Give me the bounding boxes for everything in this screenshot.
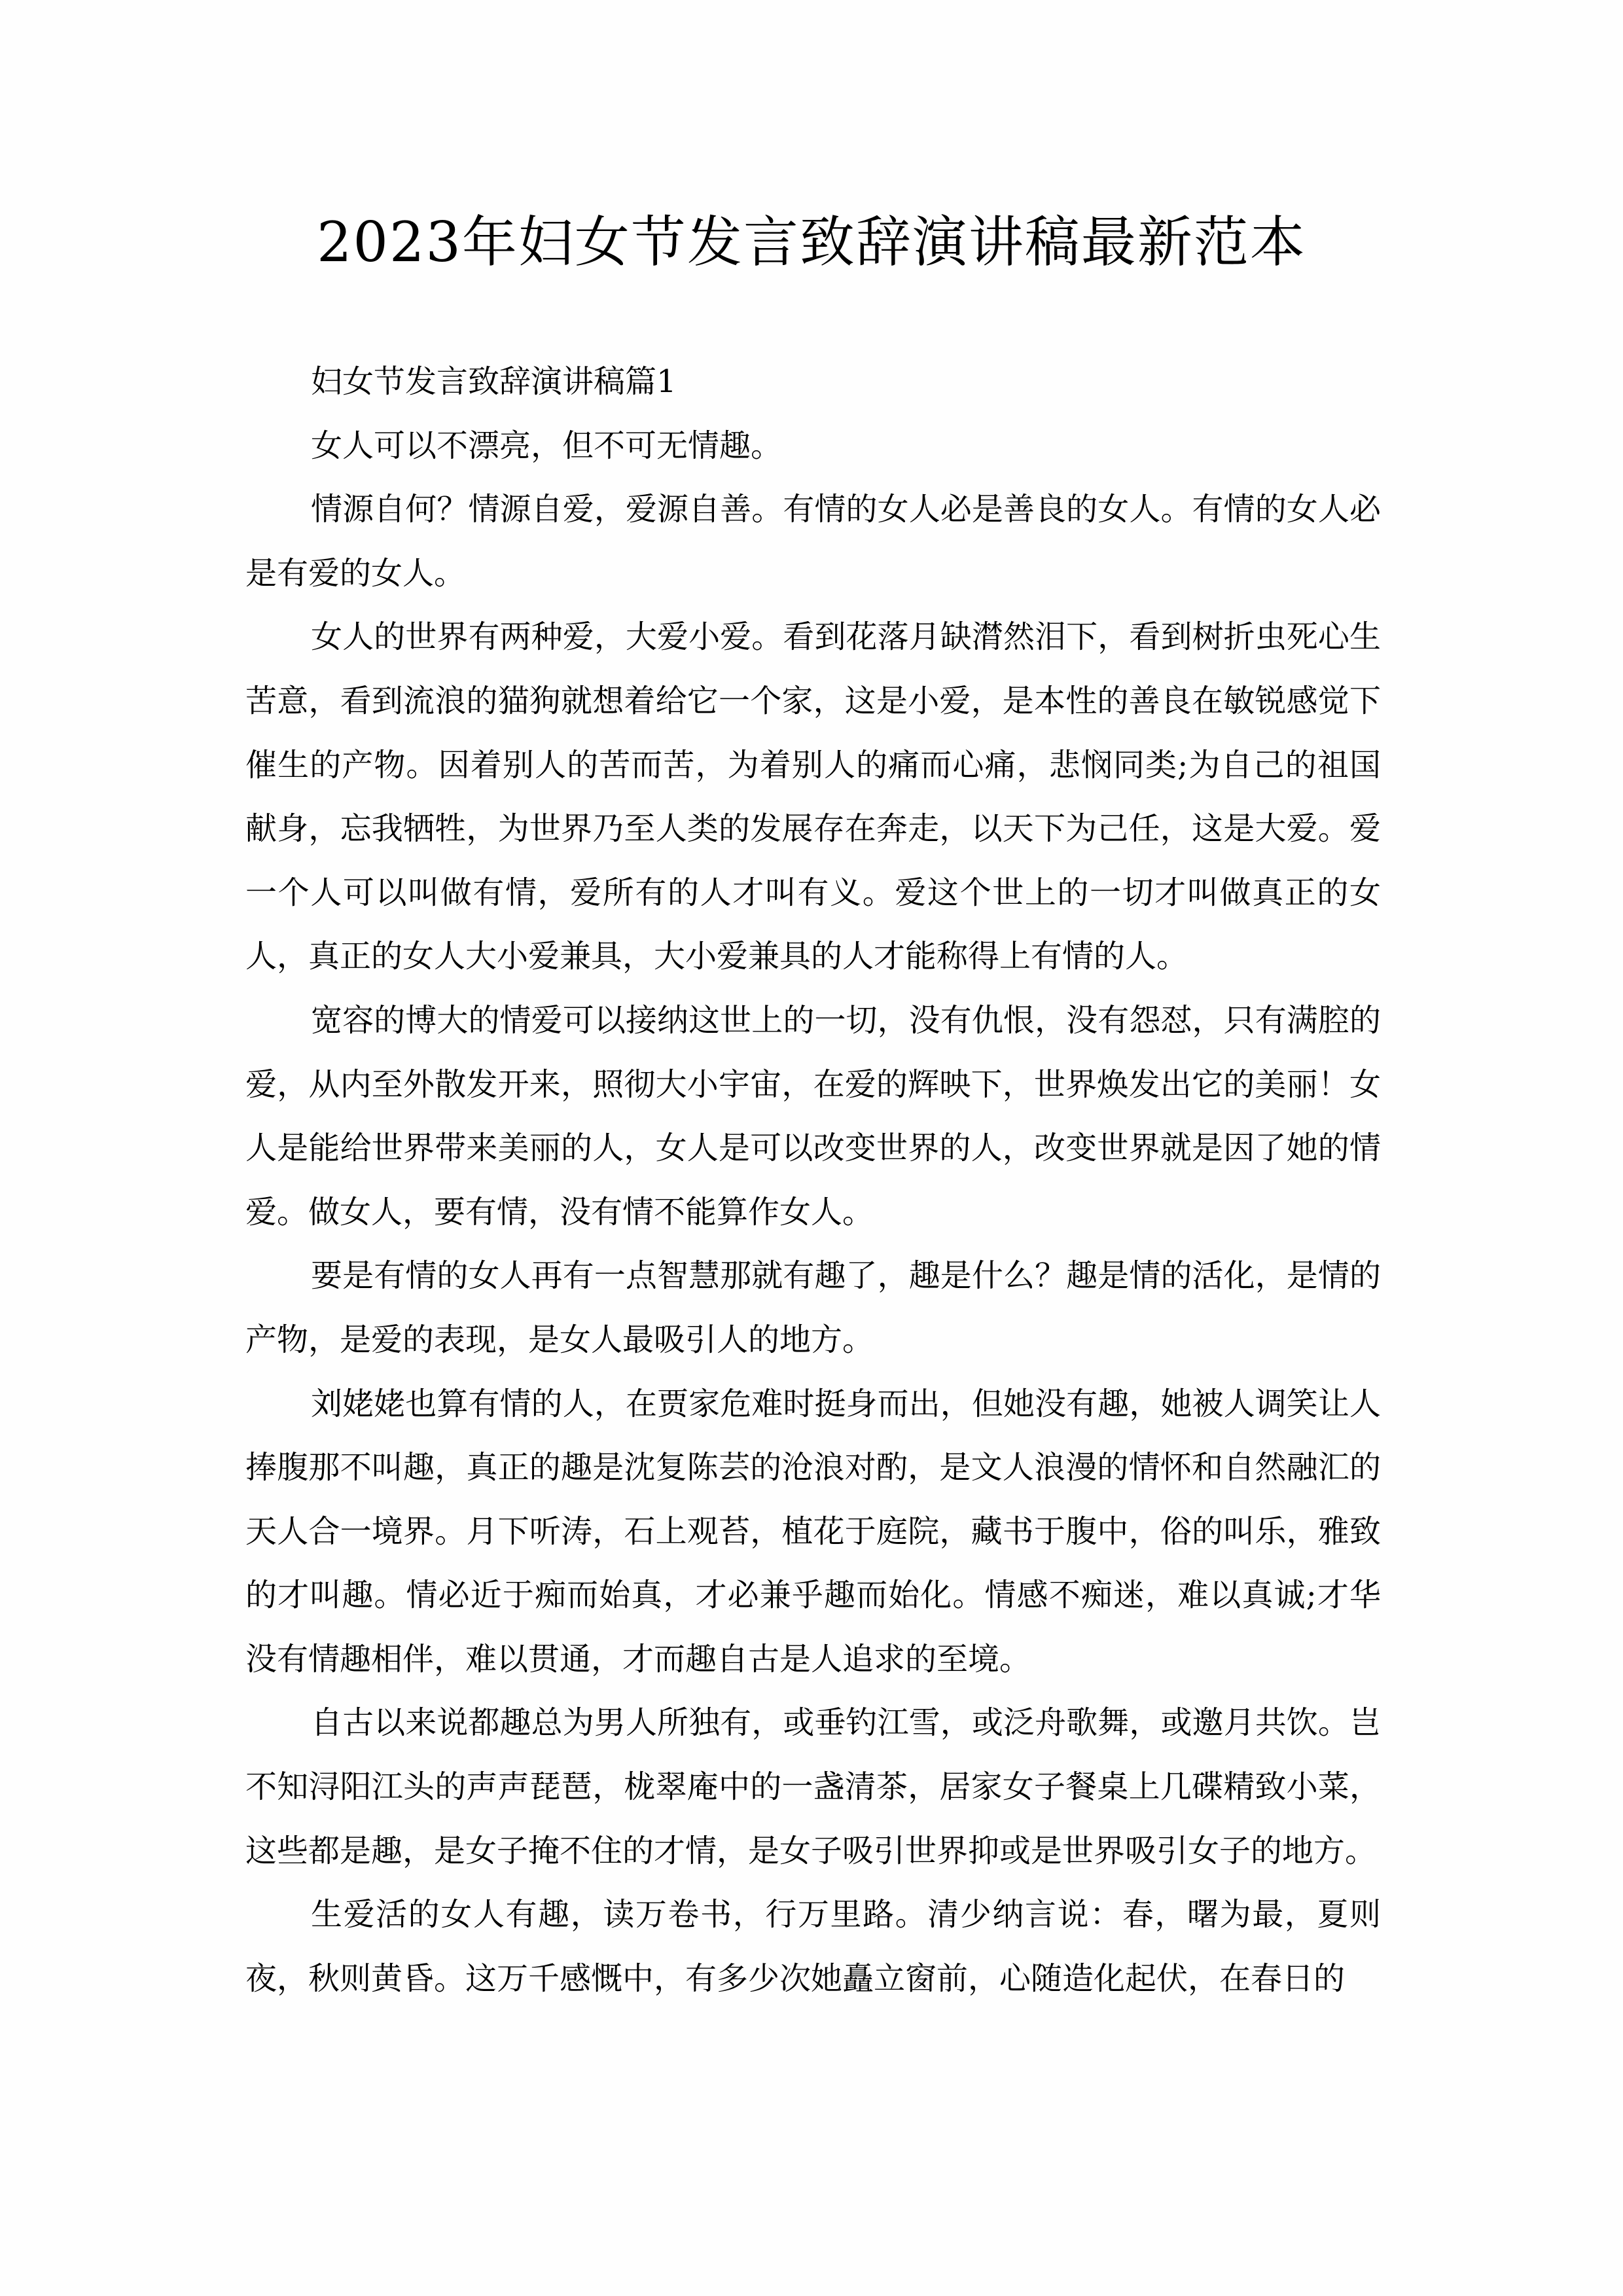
- paragraph: 要是有情的女人再有一点智慧那就有趣了，趣是什么？趣是情的活化，是情的产物，是爱的表现，是女人最吸引人的地方。: [245, 1257, 1381, 1358]
- paragraph: 女人的世界有两种爱，大爱小爱。看到花落月缺潸然泪下，看到树折虫死心生苦意，看到流浪的猫狗就想着给它一个家，这是小爱，是本性的善良在敏锐感觉下催生的产物。因着别人的苦而苦，为着别人的痛而心痛，悲悯同类;为自己的祖国献身，忘我牺牲，为世界乃至人类的发展存在奔走，以天下为己任，这是大爱。爱一个人可以叫做有情，爱所有的人才叫有义。爱这个世上的一切才叫做真正的女人，真正的女人大小爱兼具，大小爱兼具的人才能称得上有情的人。: [245, 619, 1381, 975]
- paragraph: 情源自何？情源自爱，爱源自善。有情的女人必是善良的女人。有情的女人必是有爱的女人。: [245, 491, 1381, 592]
- document-title: 2023年妇女节发言致辞演讲稿最新范本: [317, 210, 1306, 274]
- section-heading: 妇女节发言致辞演讲稿篇1: [311, 363, 677, 400]
- paragraph: 刘姥姥也算有情的人，在贾家危难时挺身而出，但她没有趣，她被人调笑让人捧腹那不叫趣，真正的趣是沈复陈芸的沧浪对酌，是文人浪漫的情怀和自然融汇的天人合一境界。月下听涛，石上观苔，植花于庭院，藏书于腹中，俗的叫乐，雅致的才叫趣。情必近于痴而始真，才必兼乎趣而始化。情感不痴迷，难以真诚;才华没有情趣相伴，难以贯通，才而趣自古是人追求的至境。: [245, 1385, 1381, 1677]
- paragraph: 自古以来说都趣总为男人所独有，或垂钓江雪，或泛舟歌舞，或邀月共饮。岂不知浔阳江头的声声琵琶，栊翠庵中的一盏清茶，居家女子餐桌上几碟精致小菜，这些都是趣，是女子掩不住的才情，是女子吸引世界抑或是世界吸引女子的地方。: [245, 1704, 1381, 1869]
- document-body: [245, 350, 1381, 2011]
- paragraph: 生爱活的女人有趣，读万卷书，行万里路。清少纳言说：春，曙为最，夏则夜，秋则黄昏。这万千感慨中，有多少次她矗立窗前，心随造化起伏，在春日的: [245, 1896, 1381, 1997]
- paragraph: 女人可以不漂亮，但不可无情趣。: [311, 427, 783, 464]
- paragraph: 宽容的博大的情爱可以接纳这世上的一切，没有仇恨，没有怨怼，只有满腔的爱，从内至外散发开来，照彻大小宇宙，在爱的辉映下，世界焕发出它的美丽！女人是能给世界带来美丽的人，女人是可以改变世界的人，改变世界就是因了她的情爱。做女人，要有情，没有情不能算作女人。: [245, 1001, 1381, 1230]
